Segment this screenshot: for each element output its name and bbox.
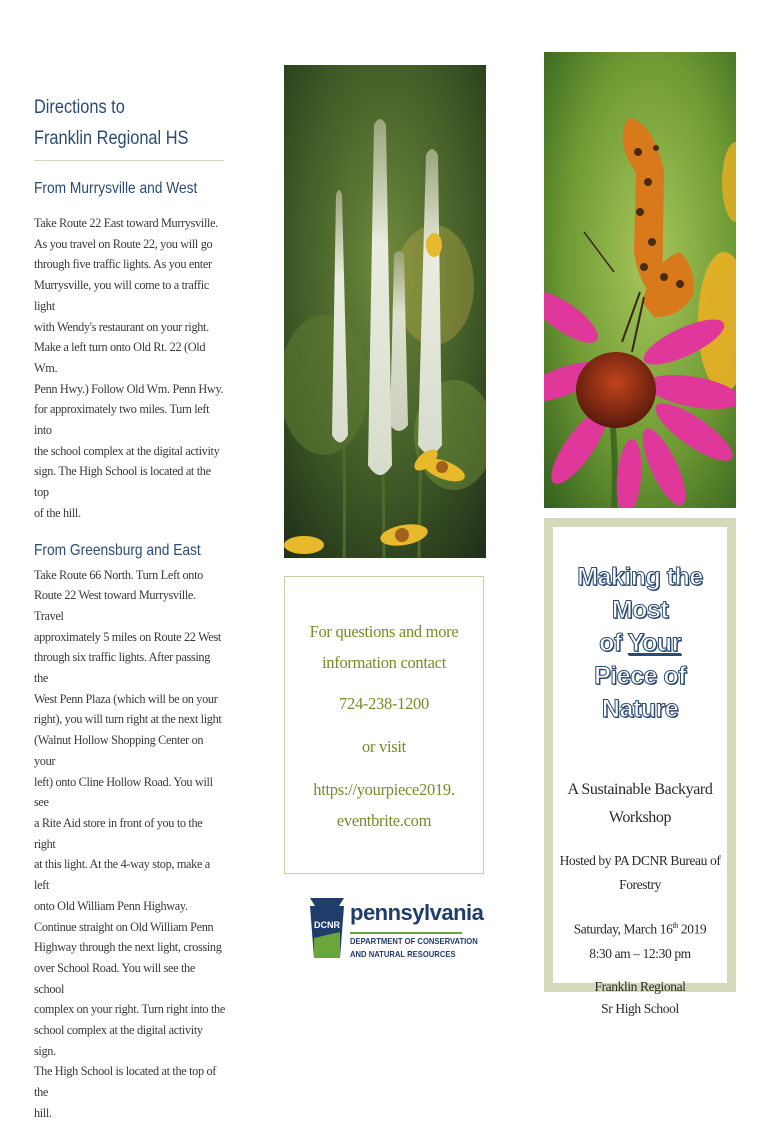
section2-line: school complex at the digital activity sign.	[34, 1023, 203, 1058]
section2-line: approximately 5 miles on Route 22 West	[34, 629, 221, 644]
contact-url-line2[interactable]: eventbrite.com	[336, 811, 432, 830]
section2-line: over School Road. You will see the school	[34, 960, 195, 996]
logo-dept-line1: DEPARTMENT OF CONSERVATION	[350, 936, 478, 946]
contact-phone: 724-238-1200	[339, 694, 429, 713]
butterfly-coneflower-photo	[544, 52, 736, 508]
section2-line: Continue straight on Old William Penn	[34, 919, 214, 934]
section2-line: through six traffic lights. After passing the	[34, 650, 210, 686]
event-date	[553, 914, 727, 942]
contact-url-line1[interactable]: https://yourpiece2019.	[313, 780, 455, 799]
event-time: 8:30 am – 12:30 pm	[589, 945, 691, 961]
section1-line: for approximately two miles. Turn left into	[34, 402, 210, 438]
event-title-of: of	[599, 629, 628, 657]
section1-line: As you travel on Route 22, you will go	[34, 236, 213, 251]
section2-line: complex on your right. Turn right into the	[34, 1002, 225, 1017]
section1-line: the school complex at the digital activity	[34, 443, 220, 458]
section2-line: onto Old William Penn Highway.	[34, 898, 188, 913]
title-divider	[34, 160, 224, 161]
event-title-line1: Making the Most	[577, 563, 703, 624]
event-panel-inner	[553, 527, 727, 1016]
section2-line: right), you will turn right at the next light	[34, 712, 222, 727]
section2-line: Take Route 66 North. Turn Left onto	[34, 567, 203, 582]
section2-line: at this light. At the 4-way stop, make a left	[34, 857, 210, 893]
contact-or-visit: or visit	[362, 737, 406, 756]
event-date-year: 2019	[677, 921, 707, 937]
section1-line: Penn Hwy.) Follow Old Wm. Penn Hwy.	[34, 381, 224, 396]
contact-info-box	[284, 576, 484, 874]
pa-dcnr-logo	[306, 896, 484, 964]
section2-line: hill.	[34, 1105, 52, 1120]
wildflower-photo	[284, 65, 486, 558]
logo-name: pennsylvania	[350, 900, 484, 925]
event-title	[553, 527, 727, 726]
contact-line1: For questions and more	[309, 622, 459, 641]
event-subtitle-line1: A Sustainable Backyard	[567, 781, 713, 798]
logo-badge-text: DCNR	[314, 920, 340, 930]
event-host-line1: Hosted by PA DCNR Bureau of	[559, 853, 721, 868]
directions-title-line1: Directions to	[34, 97, 125, 118]
section1-text	[34, 213, 226, 524]
section1-line: through five traffic lights. As you enter	[34, 257, 212, 272]
section1-line: Murrysville, you will come to a traffic light	[34, 278, 209, 313]
section2-line: Route 22 West toward Murrysville. Travel	[34, 588, 196, 623]
section1-line: sign. The High School is located at the top	[34, 464, 211, 500]
event-date-suffix: th	[672, 921, 678, 930]
section1-line: with Wendy's restaurant on your right.	[34, 319, 209, 334]
event-title-your: Your	[627, 629, 681, 657]
section2-line: (Walnut Hollow Shopping Center on your	[34, 733, 204, 768]
keystone-icon	[306, 896, 348, 964]
section1-heading: From Murrysville and West	[34, 180, 198, 197]
event-title-line2	[553, 627, 727, 660]
logo-dept-line2: AND NATURAL RESOURCES	[350, 949, 456, 959]
event-title-line3: Piece of Nature	[594, 662, 686, 723]
section2-line: The High School is located at the top of the	[34, 1064, 217, 1100]
event-location-line1: Franklin Regional	[594, 978, 686, 994]
logo-divider	[350, 932, 462, 934]
directions-title-line2: Franklin Regional HS	[34, 128, 189, 149]
section2-line: Highway through the next light, crossing	[34, 940, 222, 955]
section1-line: of the hill.	[34, 505, 81, 520]
event-location-line2: Sr High School	[601, 1000, 679, 1016]
section1-line: Make a left turn onto Old Rt. 22 (Old Wm.	[34, 340, 206, 375]
section2-text	[34, 565, 226, 1124]
section2-line: a Rite Aid store in front of you to the right	[34, 815, 203, 851]
event-panel	[544, 518, 736, 1016]
event-subtitle-line2: Workshop	[608, 809, 672, 826]
section2-heading: From Greensburg and East	[34, 541, 201, 559]
event-date-main: Saturday, March 16	[573, 921, 673, 937]
directions-column	[34, 92, 226, 1124]
section2-line: West Penn Plaza (which will be on your	[34, 691, 218, 706]
event-host-line2: Forestry	[619, 877, 661, 892]
section1-line: Take Route 22 East toward Murrysville.	[34, 216, 218, 230]
contact-line2: information contact	[322, 653, 446, 672]
section2-line: left) onto Cline Hollow Road. You will see	[34, 774, 213, 810]
